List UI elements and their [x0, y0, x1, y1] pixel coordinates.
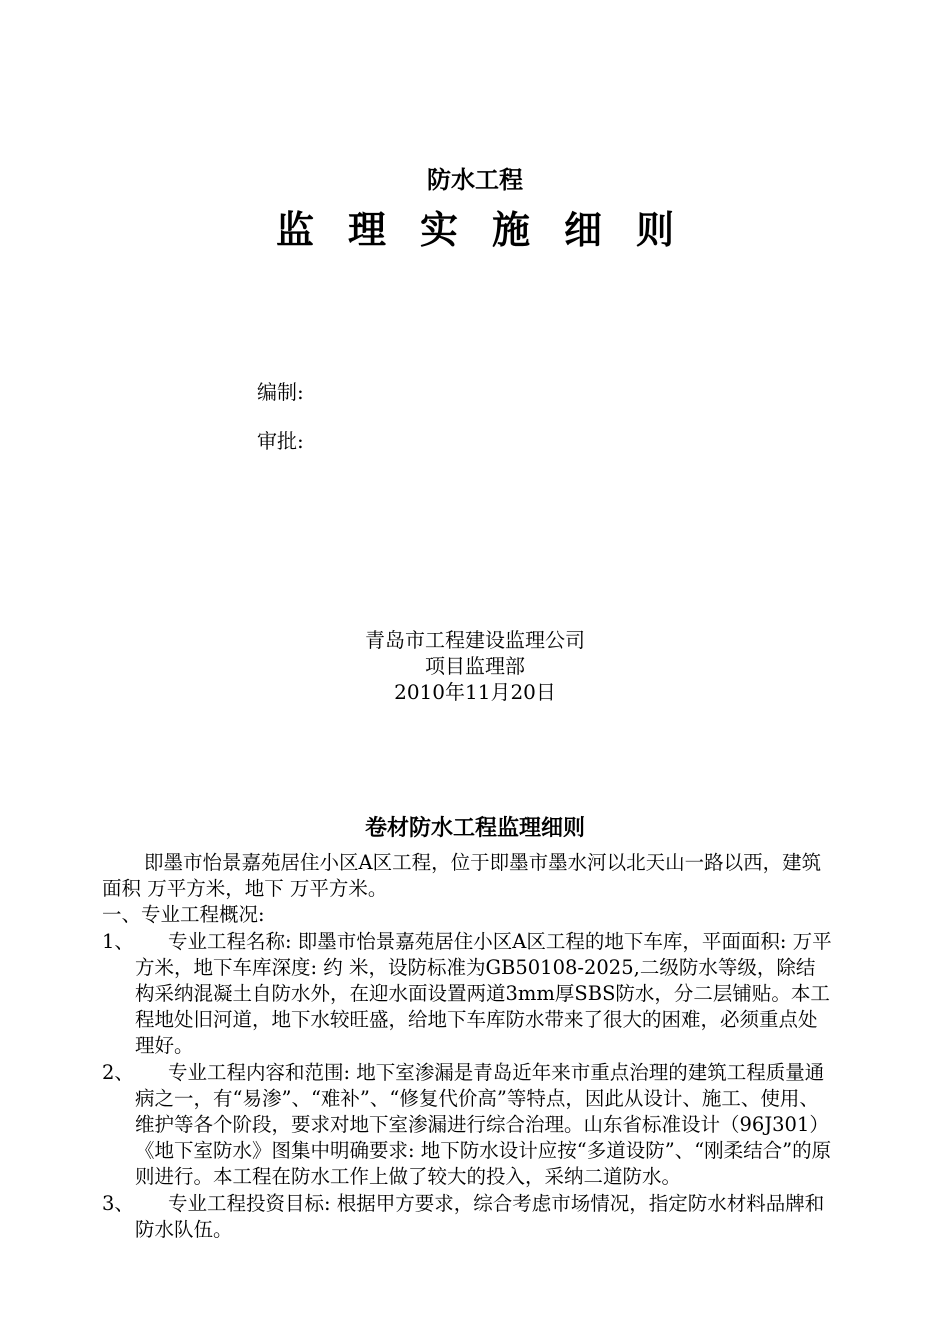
intro-paragraph: 即墨市怡景嘉苑居住小区A区工程，位于即墨市墨水河以北天山一路以西，建筑面积 万平方米，地下 万平方米。 [102, 851, 822, 901]
list-item-number: 1、 [102, 929, 134, 953]
list-item-number: 3、 [102, 1191, 134, 1215]
list-item-text: 专业工程内容和范围: 地下室渗漏是青岛近年来市重点治理的建筑工程质量通病之一，有“易渗”、“难补”、“修复代价高”等特点，因此从设计、施工、使用、维护等各个阶段，要求对地下室渗漏进行综合治理。山东省标准设计（96J301）《地下室防水》图集中明确要求: 地下防水设计应按“多道设防”、“刚柔结合”的原则进行。本工程在防水工作上做了较大的投入，采纳二道防水。 [135, 1060, 832, 1189]
section-title: 卷材防水工程监理细则 [364, 815, 585, 841]
department-name: 项目监理部 [425, 654, 525, 678]
organization-block [0, 627, 950, 705]
approved-by-label: 审批: [257, 429, 304, 453]
list-item-text: 专业工程名称: 即墨市怡景嘉苑居住小区A区工程的地下车库，平面面积: 万平方米，地下车库深度: 约 米，设防标准为GB50108-2025,二级防水等级，除结构采纳混凝土自防水外，在迎水面设置两道3mm厚SBS防水，分二层铺贴。本工程地处旧河道，地下水较旺盛，给地下车库防水带来了很大的困难，必须重点处理好。 [135, 929, 832, 1058]
document-date: 2010年11月20日 [394, 680, 556, 704]
document-title: 监理实施细则 [275, 207, 708, 252]
list-item-number: 2、 [102, 1060, 134, 1084]
list-item [102, 1191, 834, 1243]
list-item [102, 929, 834, 1060]
document-subtitle: 防水工程 [427, 165, 523, 194]
section-body [102, 850, 834, 1243]
list-item [102, 1060, 834, 1191]
organization-name: 青岛市工程建设监理公司 [365, 628, 585, 652]
compiled-by-label: 编制: [257, 380, 304, 404]
heading-overview: 一、专业工程概况: [102, 903, 265, 927]
list-item-text: 专业工程投资目标: 根据甲方要求，综合考虑市场情况，指定防水材料品牌和防水队伍。 [135, 1191, 825, 1241]
